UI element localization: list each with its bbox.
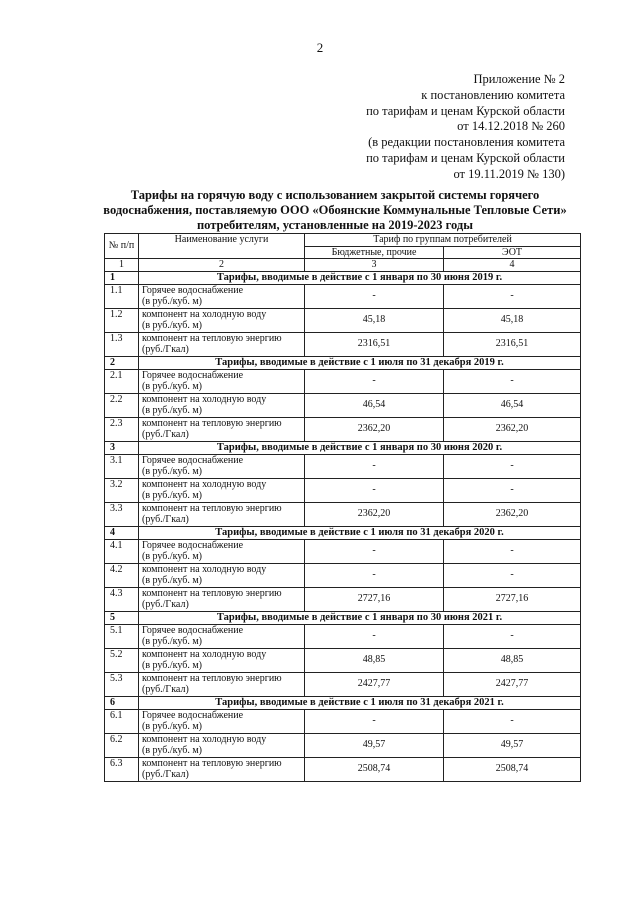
appendix-line: Приложение № 2 bbox=[473, 72, 565, 86]
tariff-budget: 2362,20 bbox=[305, 417, 444, 441]
service-name bbox=[139, 308, 305, 332]
tariff-budget: - bbox=[305, 539, 444, 563]
service-name bbox=[139, 502, 305, 526]
service-name bbox=[139, 733, 305, 757]
table-row bbox=[105, 478, 581, 502]
service-unit: (в руб./куб. м) bbox=[142, 745, 202, 756]
tariff-budget: - bbox=[305, 478, 444, 502]
tariff-budget: 2427,77 bbox=[305, 672, 444, 696]
table-row bbox=[105, 284, 581, 308]
head-budget: Бюджетные, прочие bbox=[305, 246, 444, 259]
service-name bbox=[139, 284, 305, 308]
row-number: 2.3 bbox=[105, 417, 139, 441]
section-row bbox=[105, 441, 581, 454]
section-title: Тарифы, вводимые в действие с 1 июля по 31 декабря 2020 г. bbox=[139, 526, 581, 539]
row-number: 4.3 bbox=[105, 587, 139, 611]
tariff-eot: - bbox=[444, 478, 581, 502]
tariff-budget: - bbox=[305, 369, 444, 393]
table-row bbox=[105, 454, 581, 478]
head-num: № п/п bbox=[105, 234, 139, 259]
tariff-table bbox=[104, 233, 581, 782]
row-number: 5.1 bbox=[105, 624, 139, 648]
section-row bbox=[105, 526, 581, 539]
tariff-budget: 45,18 bbox=[305, 308, 444, 332]
tariff-budget: - bbox=[305, 709, 444, 733]
service-line: Горячее водоснабжение bbox=[142, 454, 244, 466]
table-head bbox=[105, 234, 581, 272]
service-name bbox=[139, 539, 305, 563]
table-row bbox=[105, 672, 581, 696]
section-row bbox=[105, 696, 581, 709]
service-name bbox=[139, 332, 305, 356]
section-title: Тарифы, вводимые в действие с 1 января по 30 июня 2021 г. bbox=[139, 611, 581, 624]
section-row bbox=[105, 356, 581, 369]
row-number: 3.3 bbox=[105, 502, 139, 526]
appendix-line: по тарифам и ценам Курской области bbox=[366, 150, 565, 165]
table-row bbox=[105, 733, 581, 757]
service-line: Горячее водоснабжение bbox=[142, 624, 244, 636]
section-number: 4 bbox=[105, 526, 139, 539]
service-unit: (в руб./куб. м) bbox=[142, 320, 202, 331]
col-number: 2 bbox=[139, 259, 305, 272]
tariff-eot: 2316,51 bbox=[444, 332, 581, 356]
appendix-line: к постановлению комитета bbox=[421, 87, 565, 102]
title-line: потребителям, установленные на 2019-2023 годы bbox=[196, 218, 474, 232]
service-line: компонент на тепловую энергию bbox=[142, 672, 282, 684]
service-name bbox=[139, 587, 305, 611]
row-number: 2.2 bbox=[105, 393, 139, 417]
tariff-eot: 49,57 bbox=[444, 733, 581, 757]
service-unit: (в руб./куб. м) bbox=[142, 296, 202, 307]
service-line: компонент на холодную воду bbox=[142, 733, 267, 745]
service-unit: (в руб./куб. м) bbox=[142, 721, 202, 732]
section-number: 6 bbox=[105, 696, 139, 709]
tariff-budget: 2727,16 bbox=[305, 587, 444, 611]
tariff-eot: 2508,74 bbox=[444, 757, 581, 781]
row-number: 5.3 bbox=[105, 672, 139, 696]
appendix-line: (в редакции постановления комитета bbox=[368, 135, 565, 150]
service-name bbox=[139, 757, 305, 781]
table-row bbox=[105, 648, 581, 672]
service-name bbox=[139, 393, 305, 417]
title-line: водоснабжения, поставляемую ООО «Обоянские Коммунальные Тепловые Сети» bbox=[103, 203, 567, 217]
row-number: 1.1 bbox=[105, 284, 139, 308]
service-unit: (руб./Гкал) bbox=[142, 429, 189, 440]
service-unit: (в руб./куб. м) bbox=[142, 551, 202, 562]
service-name bbox=[139, 709, 305, 733]
section-number: 3 bbox=[105, 441, 139, 454]
service-unit: (руб./Гкал) bbox=[142, 769, 189, 780]
tariff-budget: 49,57 bbox=[305, 733, 444, 757]
service-unit: (в руб./куб. м) bbox=[142, 405, 202, 416]
service-unit: (руб./Гкал) bbox=[142, 514, 189, 525]
service-unit: (руб./Гкал) bbox=[142, 344, 189, 355]
tariff-budget: 48,85 bbox=[305, 648, 444, 672]
tariff-budget: 2316,51 bbox=[305, 332, 444, 356]
table-body bbox=[105, 271, 581, 781]
tariff-eot: - bbox=[444, 454, 581, 478]
table-row bbox=[105, 417, 581, 441]
row-number: 6.1 bbox=[105, 709, 139, 733]
service-unit: (в руб./куб. м) bbox=[142, 466, 202, 477]
table-row bbox=[105, 624, 581, 648]
tariff-budget: - bbox=[305, 454, 444, 478]
service-line: компонент на холодную воду bbox=[142, 393, 267, 405]
table-row bbox=[105, 539, 581, 563]
service-name bbox=[139, 672, 305, 696]
row-number: 2.1 bbox=[105, 369, 139, 393]
appendix-line: по тарифам и ценам Курской области bbox=[366, 103, 565, 118]
service-line: компонент на холодную воду bbox=[142, 478, 267, 490]
tariff-eot: 2727,16 bbox=[444, 587, 581, 611]
service-line: Горячее водоснабжение bbox=[142, 709, 244, 721]
table-row bbox=[105, 369, 581, 393]
tariff-eot: 45,18 bbox=[444, 308, 581, 332]
tariff-budget: 2508,74 bbox=[305, 757, 444, 781]
table-row bbox=[105, 587, 581, 611]
head-eot: ЭОТ bbox=[444, 246, 581, 259]
service-name bbox=[139, 624, 305, 648]
section-title: Тарифы, вводимые в действие с 1 января по 30 июня 2019 г. bbox=[139, 271, 581, 284]
section-title: Тарифы, вводимые в действие с 1 июля по 31 декабря 2019 г. bbox=[139, 356, 581, 369]
section-number: 1 bbox=[105, 271, 139, 284]
table-row bbox=[105, 502, 581, 526]
service-line: компонент на холодную воду bbox=[142, 648, 267, 660]
tariff-eot: - bbox=[444, 709, 581, 733]
service-unit: (в руб./куб. м) bbox=[142, 490, 202, 501]
tariff-eot: 48,85 bbox=[444, 648, 581, 672]
service-unit: (руб./Гкал) bbox=[142, 684, 189, 695]
tariff-eot: 2362,20 bbox=[444, 502, 581, 526]
head-tariff: Тариф по группам потребителей bbox=[305, 234, 581, 247]
service-name bbox=[139, 417, 305, 441]
tariff-budget: - bbox=[305, 284, 444, 308]
service-name bbox=[139, 478, 305, 502]
row-number: 3.2 bbox=[105, 478, 139, 502]
section-number: 5 bbox=[105, 611, 139, 624]
row-number: 1.2 bbox=[105, 308, 139, 332]
document-title bbox=[70, 188, 600, 233]
tariff-eot: - bbox=[444, 563, 581, 587]
service-line: Горячее водоснабжение bbox=[142, 369, 244, 381]
title-line: Тарифы на горячую воду с использованием закрытой системы горячего bbox=[130, 188, 540, 202]
head-service: Наименование услуги bbox=[139, 234, 305, 259]
service-unit: (в руб./куб. м) bbox=[142, 575, 202, 586]
tariff-budget: - bbox=[305, 624, 444, 648]
row-number: 4.2 bbox=[105, 563, 139, 587]
table-row bbox=[105, 393, 581, 417]
section-number: 2 bbox=[105, 356, 139, 369]
row-number: 6.2 bbox=[105, 733, 139, 757]
service-unit: (в руб./куб. м) bbox=[142, 660, 202, 671]
col-number: 1 bbox=[105, 259, 139, 272]
row-number: 1.3 bbox=[105, 332, 139, 356]
service-line: компонент на холодную воду bbox=[142, 563, 267, 575]
tariff-eot: 46,54 bbox=[444, 393, 581, 417]
service-line: Горячее водоснабжение bbox=[142, 284, 244, 296]
row-number: 6.3 bbox=[105, 757, 139, 781]
table-row bbox=[105, 563, 581, 587]
service-line: компонент на тепловую энергию bbox=[142, 417, 282, 429]
table-row bbox=[105, 757, 581, 781]
tariff-eot: 2362,20 bbox=[444, 417, 581, 441]
tariff-budget: 2362,20 bbox=[305, 502, 444, 526]
row-number: 5.2 bbox=[105, 648, 139, 672]
col-number: 4 bbox=[444, 259, 581, 272]
service-line: компонент на холодную воду bbox=[142, 308, 267, 320]
tariff-eot: - bbox=[444, 624, 581, 648]
table-row bbox=[105, 709, 581, 733]
appendix-header bbox=[310, 72, 565, 183]
tariff-eot: - bbox=[444, 284, 581, 308]
section-row bbox=[105, 611, 581, 624]
tariff-eot: - bbox=[444, 369, 581, 393]
section-title: Тарифы, вводимые в действие с 1 января по 30 июня 2020 г. bbox=[139, 441, 581, 454]
appendix-line: от 14.12.2018 № 260 bbox=[457, 119, 565, 134]
service-line: компонент на тепловую энергию bbox=[142, 757, 282, 769]
service-unit: (руб./Гкал) bbox=[142, 599, 189, 610]
service-name bbox=[139, 648, 305, 672]
service-line: компонент на тепловую энергию bbox=[142, 332, 282, 344]
col-number: 3 bbox=[305, 259, 444, 272]
service-name bbox=[139, 563, 305, 587]
tariff-budget: 46,54 bbox=[305, 393, 444, 417]
service-unit: (в руб./куб. м) bbox=[142, 381, 202, 392]
row-number: 4.1 bbox=[105, 539, 139, 563]
service-name bbox=[139, 454, 305, 478]
table-row bbox=[105, 332, 581, 356]
table-row bbox=[105, 308, 581, 332]
tariff-eot: 2427,77 bbox=[444, 672, 581, 696]
service-unit: (в руб./куб. м) bbox=[142, 636, 202, 647]
section-title: Тарифы, вводимые в действие с 1 июля по 31 декабря 2021 г. bbox=[139, 696, 581, 709]
row-number: 3.1 bbox=[105, 454, 139, 478]
service-line: Горячее водоснабжение bbox=[142, 539, 244, 551]
tariff-budget: - bbox=[305, 563, 444, 587]
tariff-eot: - bbox=[444, 539, 581, 563]
page-number: 2 bbox=[316, 40, 324, 55]
appendix-line: от 19.11.2019 № 130) bbox=[453, 166, 565, 181]
service-name bbox=[139, 369, 305, 393]
service-line: компонент на тепловую энергию bbox=[142, 502, 282, 514]
service-line: компонент на тепловую энергию bbox=[142, 587, 282, 599]
section-row bbox=[105, 271, 581, 284]
